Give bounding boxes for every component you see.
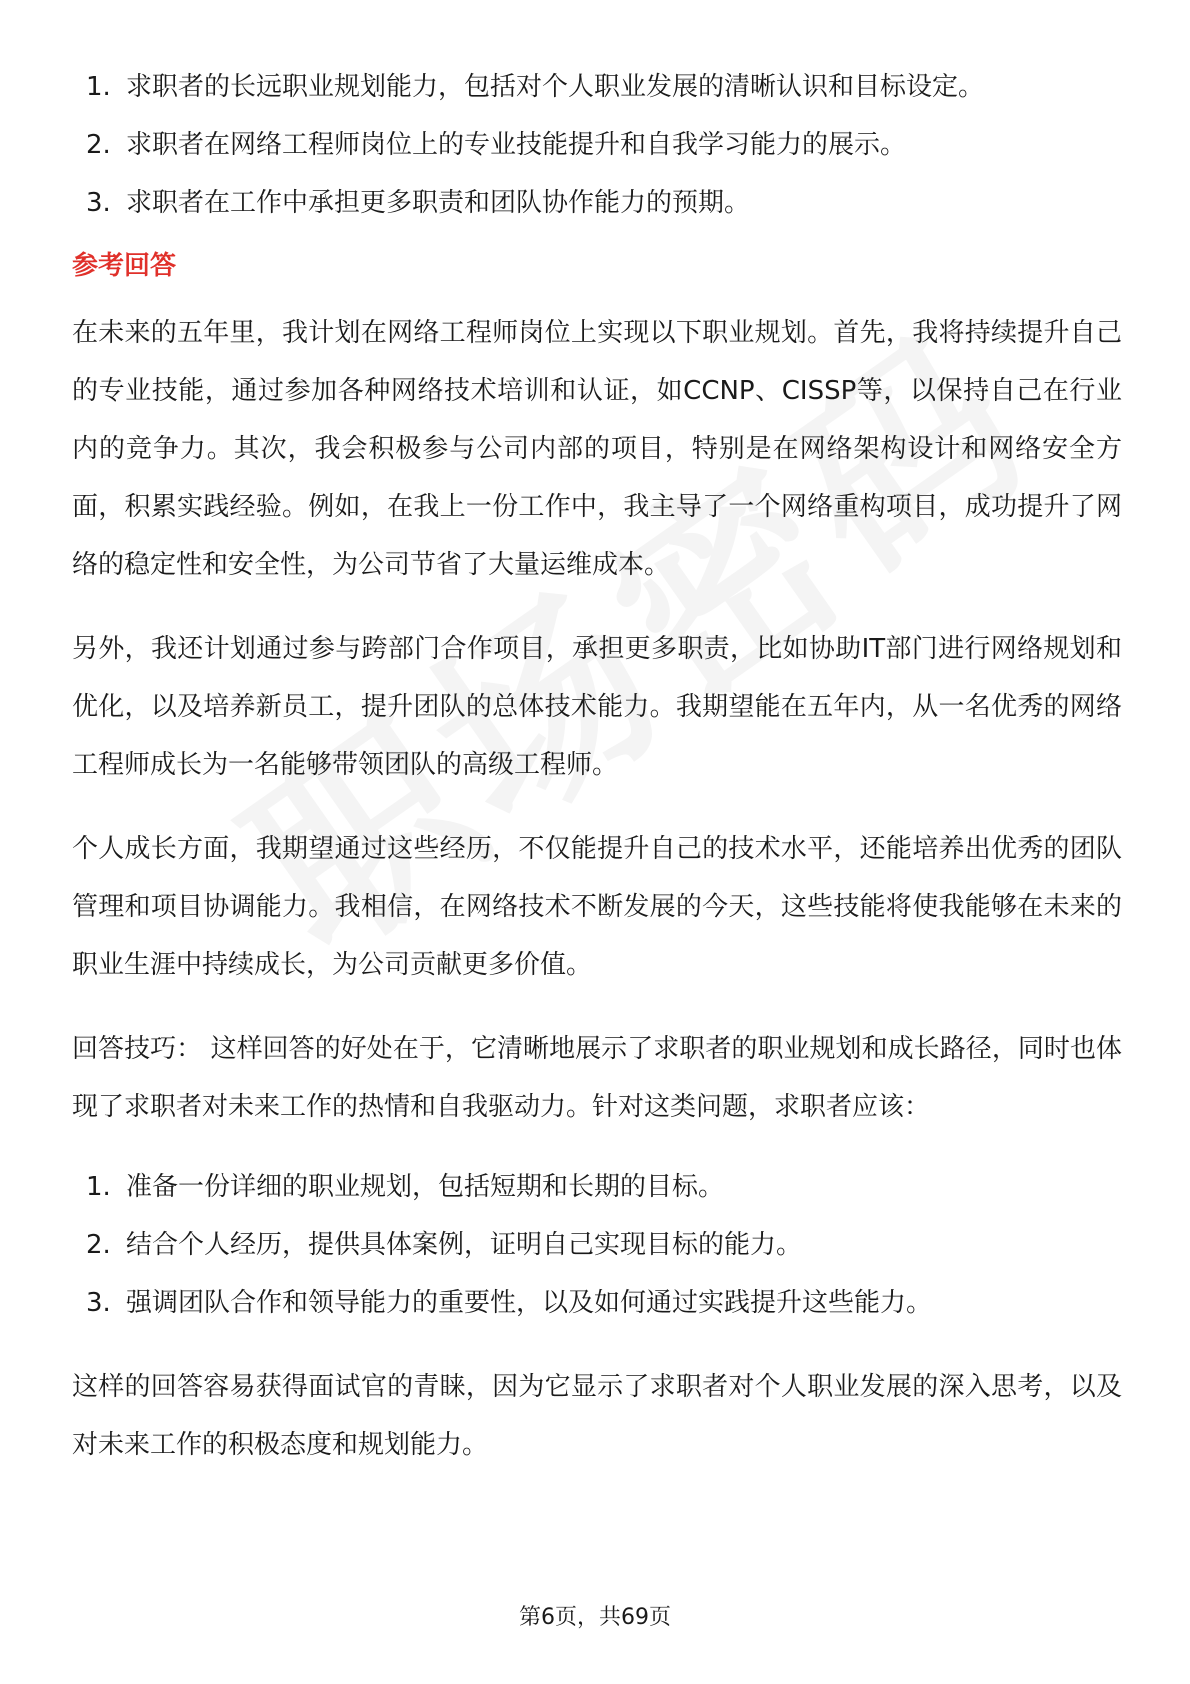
- list-item: [72, 1158, 1122, 1216]
- list-number: 1.: [86, 72, 111, 102]
- answer-paragraph-1: 在未来的五年里，我计划在网络工程师岗位上实现以下职业规划。首先，我将持续提升自己的专业技能，通过参加各种网络技术培训和认证，如CCNP、CISSP等，以保持自己在行业内的竞争力。其次，我会积极参与公司内部的项目，特别是在网络架构设计和网络安全方面，积累实践经验。例如，在我上一份工作中，我主导了一个网络重构项目，成功提升了网络的稳定性和安全性，为公司节省了大量运维成本。: [72, 318, 1122, 580]
- list-item: [72, 1274, 1122, 1332]
- page-number: 第6页，共69页: [519, 1605, 671, 1630]
- answer-paragraph-2: 另外，我还计划通过参与跨部门合作项目，承担更多职责，比如协助IT部门进行网络规划和优化，以及培养新员工，提升团队的总体技术能力。我期望能在五年内，从一名优秀的网络工程师成长为一名能够带领团队的高级工程师。: [72, 634, 1122, 780]
- tips-list: [72, 1158, 1122, 1332]
- answer-paragraph-3: 个人成长方面，我期望通过这些经历，不仅能提升自己的技术水平，还能培养出优秀的团队管理和项目协调能力。我相信，在网络技术不断发展的今天，这些技能将使我能够在未来的职业生涯中持续成长，为公司贡献更多价值。: [72, 834, 1122, 980]
- list-item-text: 求职者在工作中承担更多职责和团队协作能力的预期。: [126, 188, 751, 218]
- list-number: 3.: [86, 1288, 111, 1318]
- list-number: 2.: [86, 130, 111, 160]
- section-heading: 参考回答: [72, 251, 177, 281]
- closing-paragraph: 这样的回答容易获得面试官的青睐，因为它显示了求职者对个人职业发展的深入思考，以及对未来工作的积极态度和规划能力。: [72, 1372, 1122, 1460]
- criteria-list: [72, 58, 1122, 232]
- tips-paragraph: 回答技巧： 这样回答的好处在于，它清晰地展示了求职者的职业规划和成长路径，同时也体现了求职者对未来工作的热情和自我驱动力。针对这类问题，求职者应该：: [72, 1034, 1122, 1122]
- list-item: [72, 58, 1122, 116]
- list-item: [72, 1216, 1122, 1274]
- list-item-text: 强调团队合作和领导能力的重要性，以及如何通过实践提升这些能力。: [126, 1288, 933, 1318]
- list-item: [72, 174, 1122, 232]
- list-number: 1.: [86, 1172, 111, 1202]
- list-item: [72, 116, 1122, 174]
- list-item-text: 求职者的长远职业规划能力，包括对个人职业发展的清晰认识和目标设定。: [126, 72, 985, 102]
- page-content: [72, 58, 1122, 1474]
- list-item-text: 准备一份详细的职业规划，包括短期和长期的目标。: [126, 1172, 725, 1202]
- list-item-text: 求职者在网络工程师岗位上的专业技能提升和自我学习能力的展示。: [126, 130, 907, 160]
- list-number: 3.: [86, 188, 111, 218]
- list-number: 2.: [86, 1230, 111, 1260]
- list-item-text: 结合个人经历，提供具体案例，证明自己实现目标的能力。: [126, 1230, 803, 1260]
